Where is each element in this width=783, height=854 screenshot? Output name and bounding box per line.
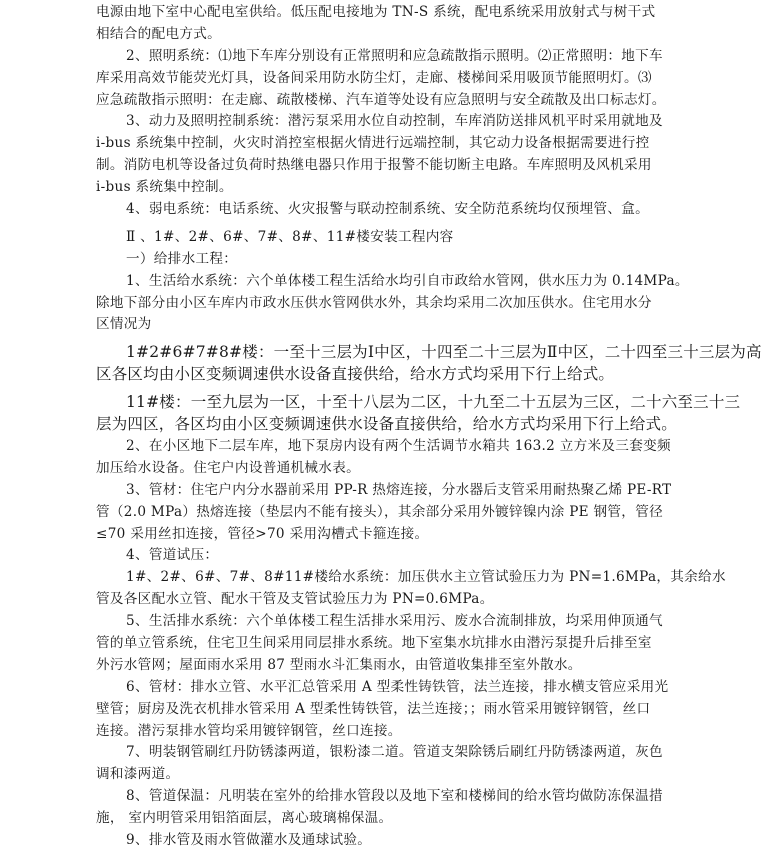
line-33: 连接。潜污泵排水管均采用镀锌钢管，丝口连接。 bbox=[96, 723, 402, 739]
line-15: 区情况为 bbox=[96, 316, 152, 332]
line-5: 应急疏散指示照明：在走廊、疏散楼梯、汽车道等处设有应急照明与安全疏散及出口标志灯。 bbox=[96, 92, 666, 108]
line-9: i-bus 系统集中控制。 bbox=[96, 179, 233, 195]
line-6: 3、动力及照明控制系统：潜污泵采用水位自动控制，车库消防送排风机平时采用就地及 bbox=[126, 113, 663, 129]
line-28: 5、生活排水系统：六个单体楼工程生活排水采用污、废水合流制排放，均采用伸顶通气 bbox=[126, 613, 663, 629]
line-13: 1、生活给水系统：六个单体楼工程生活给水均引自市政给水管网，供水压力为 0.14MPa。 bbox=[126, 273, 689, 289]
line-24: ≤70 采用丝扣连接，管径>70 采用沟槽式卡箍连接。 bbox=[96, 526, 429, 542]
line-4: 库采用高效节能荧光灯具，设备间采用防水防尘灯，走廊、楼梯间采用吸顶节能照明灯。⑶ bbox=[96, 70, 652, 86]
line-36: 8、管道保温：凡明装在室外的给排水管段以及地下室和楼梯间的给水管均做防冻保温措 bbox=[126, 788, 663, 804]
line-2: 相结合的配电方式。 bbox=[96, 26, 222, 42]
line-20: 2、在小区地下二层车库，地下泵房内设有两个生活调节水箱共 163.2 立方米及三套变频 bbox=[126, 438, 671, 454]
line-8: 制。消防电机等设备过负荷时热继电器只作用于报警不能切断主电路。车库照明及风机采用 bbox=[96, 157, 652, 173]
line-22: 3、管材：住宅户内分水器前采用 PP-R 热熔连接，分水器后支管采用耐热聚乙烯 PE-RT bbox=[126, 482, 672, 498]
section-heading: Ⅱ 、1#、2#、6#、7#、8#、11#楼安装工程内容 bbox=[126, 229, 454, 245]
line-3: 2、照明系统：⑴地下车库分别设有正常照明和应急疏散指示照明。⑵正常照明：地下车 bbox=[126, 48, 663, 64]
line-16: 1#2#6#7#8#楼：一至十三层为Ⅰ中区，十四至二十三层为Ⅱ中区，二十四至三十三层为高 bbox=[126, 343, 762, 361]
line-14: 除地下部分由小区车库内市政水压供水管网供水外，其余均采用二次加压供水。住宅用水分 bbox=[96, 295, 652, 311]
line-18: 11#楼：一至九层为一区，十至十八层为二区，十九至二十五层为三区，二十六至三十三 bbox=[126, 393, 741, 411]
line-27: 管及各区配水立管、配水干管及支管试验压力为 PN=0.6MPa。 bbox=[96, 591, 494, 607]
line-32: 壁管；厨房及洗衣机排水管采用 A 型柔性铸铁管，法兰连接；；雨水管采用镀锌钢管，丝口 bbox=[96, 701, 651, 717]
line-38: 9、排水管及雨水管做灌水及通球试验。 bbox=[126, 832, 372, 848]
line-26: 1#、2#、6#、7#、8#11#楼给水系统：加压供水主立管试验压力为 PN=1.6MPa，其余给水 bbox=[126, 569, 726, 585]
line-17: 区各区均由小区变频调速供水设备直接供给，给水方式均采用下行上给式。 bbox=[96, 365, 615, 383]
line-25: 4、管道试压： bbox=[126, 547, 219, 563]
line-1: 电源由地下室中心配电室供给。低压配电接地为 TN-S 系统，配电系统采用放射式与树干式 bbox=[96, 4, 656, 20]
line-19: 层为四区，各区均由小区变频调速供水设备直接供给，给水方式均采用下行上给式。 bbox=[96, 415, 677, 433]
line-35: 调和漆两道。 bbox=[96, 766, 180, 782]
line-37: 施， 室内明管采用铝箔面层，离心玻璃棉保温。 bbox=[96, 810, 393, 826]
line-30: 外污水管网；屋面雨水采用 87 型雨水斗汇集雨水，由管道收集排至室外散水。 bbox=[96, 657, 582, 673]
line-21: 加压给水设备。住宅户内设普通机械水表。 bbox=[96, 460, 360, 476]
line-34: 7、明装钢管刷红丹防锈漆两道，银粉漆二道。管道支架除锈后刷红丹防锈漆两道，灰色 bbox=[126, 744, 663, 760]
line-10: 4、弱电系统：电话系统、火灾报警与联动控制系统、安全防范系统均仅预埋管、盒。 bbox=[126, 201, 650, 217]
line-23: 管（2.0 MPa）热熔连接（垫层内不能有接头），其余部分采用外镀锌镍内涂 PE 钢管，管径 bbox=[96, 504, 663, 520]
line-12: 一）给排水工程： bbox=[126, 251, 238, 267]
line-31: 6、管材：排水立管、水平汇总管采用 A 型柔性铸铁管，法兰连接，排水横支管应采用光 bbox=[126, 679, 669, 695]
line-7: i-bus 系统集中控制，火灾时消控室根据火情进行远端控制，其它动力设备根据需要进行控 bbox=[96, 135, 650, 151]
line-29: 管的单立管系统，住宅卫生间采用同层排水系统。地下室集水坑排水由潜污泵提升后排至室 bbox=[96, 635, 652, 651]
